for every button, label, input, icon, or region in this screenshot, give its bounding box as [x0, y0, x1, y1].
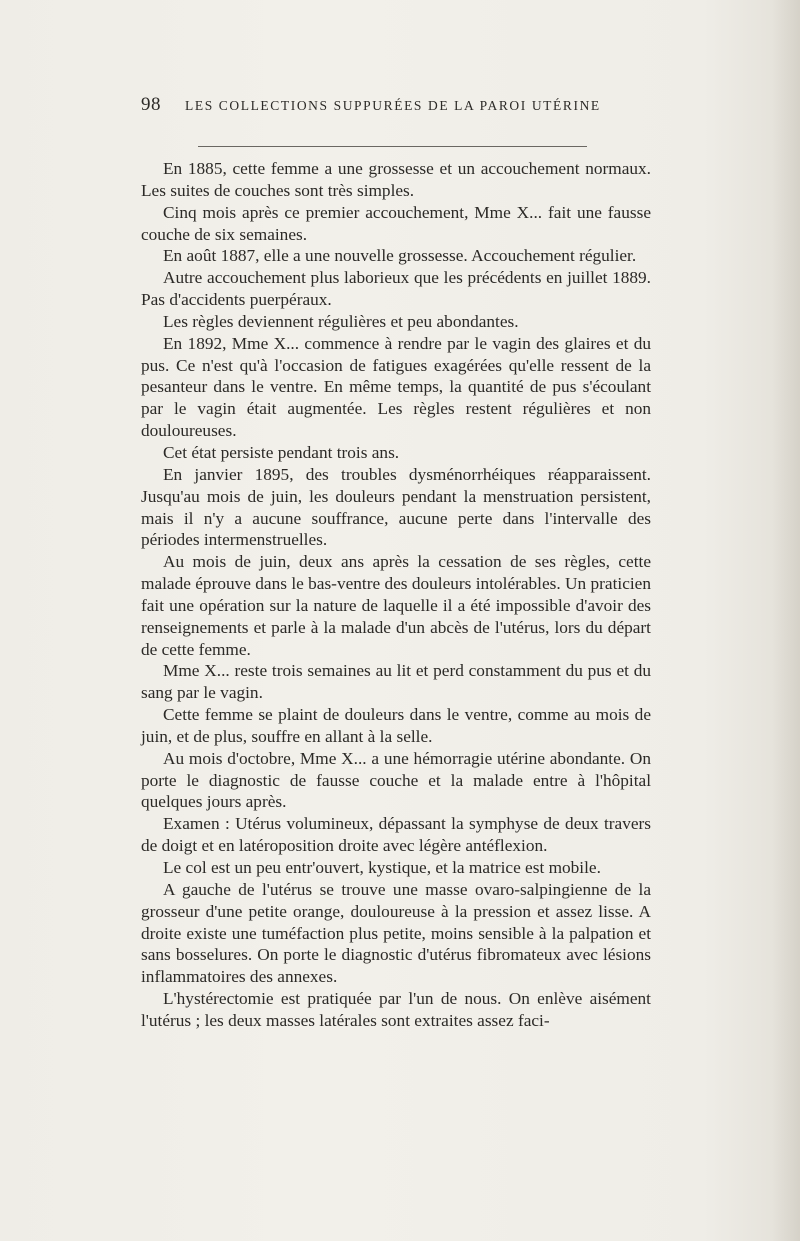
page-edge-shadow — [772, 0, 800, 1241]
paragraph: Cette femme se plaint de douleurs dans le ventre, comme au mois de juin, et de plus, souffre en allant à la selle. — [141, 705, 651, 746]
paragraph: En août 1887, elle a une nouvelle grossesse. Accouchement régulier. — [163, 246, 637, 266]
body-text — [141, 158, 651, 1032]
paragraph: Examen : Utérus volumineux, dépassant la symphyse de deux travers de doigt et en latéroposition droite avec légère antéflexion. — [141, 814, 651, 856]
page-header — [141, 94, 661, 124]
paragraph: En 1885, cette femme a une grossesse et un accouchement normaux. Les suites de couches sont très simples. — [141, 159, 651, 200]
paragraph: En 1892, Mme X... commence à rendre par le vagin des glaires et du pus. Ce n'est qu'à l'occasion de fatigues exagérées qu'elle ressent de la pesanteur dans le ventre. En même temps, la quantité de pus s'écoulant par le vagin était augmentée. Les règles restent régulières et non douloureuses. — [141, 333, 651, 441]
paragraph: Au mois d'octobre, Mme X... a une hémorragie utérine abondante. On porte le diagnostic de fausse couche et la malade entre à l'hôpital quelques jours après. — [141, 748, 651, 812]
paragraph: Le col est un peu entr'ouvert, kystique, et la matrice est mobile. — [163, 858, 601, 877]
paragraph: L'hystérectomie est pratiquée par l'un de nous. On enlève aisément l'utérus ; les deux masses latérales sont extraites assez faci- — [141, 989, 651, 1030]
header-rule — [198, 146, 587, 147]
paragraph: Mme X... reste trois semaines au lit et perd constamment du pus et du sang par le vagin. — [141, 661, 651, 703]
paragraph: A gauche de l'utérus se trouve une masse ovaro-salpingienne de la grosseur d'une petite orange, douloureuse à la pression et assez lisse. A droite existe une tuméfaction plus petite, moins sensible à la palpation et sans bosselures. On porte le diagnostic d'utérus fibromateux avec lésions inflammatoires des annexes. — [141, 879, 651, 987]
paragraph: Les règles deviennent régulières et peu abondantes. — [163, 311, 519, 331]
page-number: 98 — [141, 94, 161, 115]
running-title: LES COLLECTIONS SUPPURÉES DE LA PAROI UTÉRINE — [185, 98, 601, 113]
paragraph: En janvier 1895, des troubles dysménorrhéiques réapparaissent. Jusqu'au mois de juin, les douleurs pendant la menstruation persistent, mais il n'y a aucune souffrance, aucune perte dans l'intervalle des périodes intermenstruelles. — [141, 464, 651, 550]
paragraph: Cet état persiste pendant trois ans. — [163, 442, 400, 462]
paragraph: Au mois de juin, deux ans après la cessation de ses règles, cette malade éprouve dans le bas-ventre des douleurs intolérables. Un praticien fait une opération sur la nature de laquelle il a été impossible d'avoir des renseignements et parle à la malade d'un abcès de l'utérus, lors du départ de cette femme. — [141, 552, 651, 659]
paragraph: Cinq mois après ce premier accouchement, Mme X... fait une fausse couche de six semaines. — [141, 202, 651, 244]
paragraph: Autre accouchement plus laborieux que les précédents en juillet 1889. Pas d'accidents puerpéraux. — [141, 268, 651, 310]
